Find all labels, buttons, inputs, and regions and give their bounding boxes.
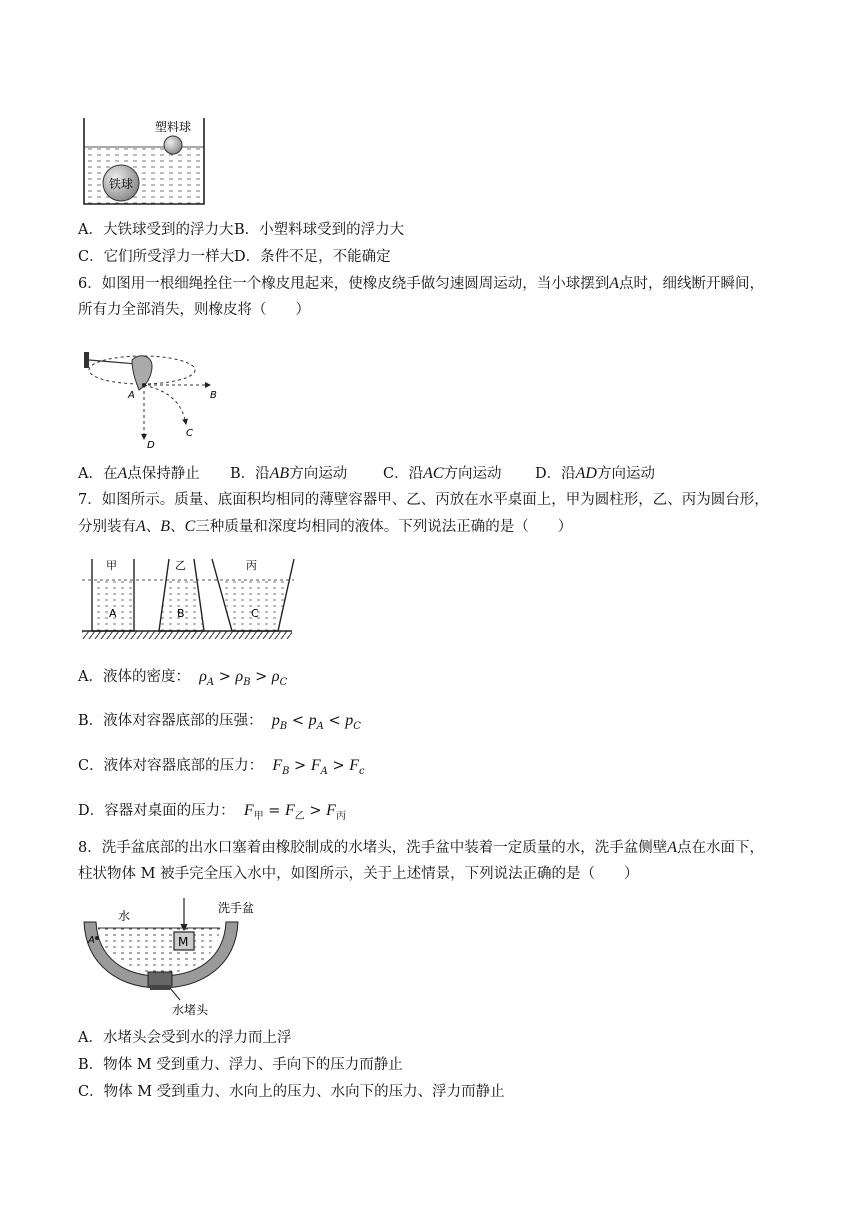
- label-c: C: [186, 428, 193, 439]
- q7-stem-line1: 7．如图所示。质量、底面积均相同的薄壁容器甲、乙、丙放在水平桌面上，甲为圆柱形，乙、丙为圆台形，: [78, 492, 769, 508]
- q5-option-b[interactable]: B．小塑料球受到的浮力大: [234, 222, 405, 238]
- q6-options: [78, 464, 655, 484]
- water: [84, 147, 204, 204]
- q8-stem-line2: 柱状物体 M 被手完全压入水中，如图所示，关于上述情景，下列说法正确的是（ ）: [78, 866, 639, 882]
- label-b: B: [210, 390, 217, 401]
- liquid-a-label: A: [109, 607, 117, 620]
- q8-option-c[interactable]: C．物体 M 受到重力、水向上的压力、水向下的压力、浮力而静止: [78, 1084, 505, 1100]
- q8-figure: [80, 896, 260, 1018]
- q7-option-c[interactable]: C．液体对容器底部的压力： $F_B > F_A > F_c$: [78, 757, 365, 777]
- water-plug: [148, 972, 172, 986]
- q6-option-b[interactable]: B．沿AB方向运动: [230, 465, 348, 482]
- q7-option-a[interactable]: A．液体的密度： $\rho_A > \rho_B > \rho_C$: [78, 668, 288, 688]
- q6-option-d[interactable]: D．沿AD方向运动: [535, 465, 655, 482]
- point-a-label: A: [88, 935, 95, 946]
- label-d: D: [147, 440, 155, 450]
- basin-label: 洗手盆: [218, 901, 255, 915]
- q7-figure: [80, 555, 300, 641]
- liquid-c-label: C: [251, 607, 259, 620]
- q6-option-c[interactable]: C．沿AC方向运动: [383, 465, 502, 482]
- iron-label: 铁球: [109, 177, 134, 191]
- hand-holder: [84, 352, 89, 368]
- q6-stem-line1: 6．如图用一根细绳拴住一个橡皮甩起来，使橡皮绕手做匀速圆周运动，当小球摆到A点时，细线断开瞬间，: [78, 275, 765, 292]
- q5-figure: [78, 116, 212, 208]
- q5-option-c[interactable]: C．它们所受浮力一样大: [78, 249, 235, 265]
- q5-option-a[interactable]: A．大铁球受到的浮力大: [78, 222, 234, 238]
- plastic-ball: [164, 136, 182, 154]
- label-yi: 乙: [175, 559, 186, 572]
- q6-option-a[interactable]: A．在A点保持静止: [78, 465, 200, 482]
- label-jia: 甲: [106, 559, 117, 572]
- q8-option-a[interactable]: A．水堵头会受到水的浮力而上浮: [78, 1030, 292, 1046]
- label-a: A: [128, 390, 135, 401]
- object-m-label: M: [178, 935, 189, 949]
- label-bing: 丙: [246, 559, 257, 572]
- plug-label: 水堵头: [172, 1003, 209, 1017]
- q8-stem-line1: 8．洗手盆底部的出水口塞着由橡胶制成的水堵头，洗手盆中装着一定质量的水，洗手盆侧壁A点在水面下，: [78, 839, 765, 856]
- q7-option-b[interactable]: B．液体对容器底部的压强： $p_B < p_A < p_C$: [78, 712, 361, 732]
- q6-figure: [82, 342, 222, 450]
- q7-option-d[interactable]: D．容器对桌面的压力： $F_甲 = F_乙 > F_丙$: [78, 802, 346, 822]
- q6-stem-line2: 所有力全部消失，则橡皮将（ ）: [78, 302, 310, 318]
- water-label: 水: [118, 909, 131, 923]
- q8-option-b[interactable]: B．物体 M 受到重力、浮力、手向下的压力而静止: [78, 1057, 403, 1073]
- q5-option-d[interactable]: D．条件不足，不能确定: [234, 249, 391, 265]
- q7-stem-line2: 分别装有A、B、C三种质量和深度均相同的液体。下列说法正确的是（ ）: [78, 518, 573, 535]
- q5-options-row2: [78, 247, 391, 267]
- q5-options-row1: [78, 220, 404, 240]
- liquid-b-label: B: [177, 607, 185, 620]
- plastic-label: 塑料球: [155, 120, 192, 134]
